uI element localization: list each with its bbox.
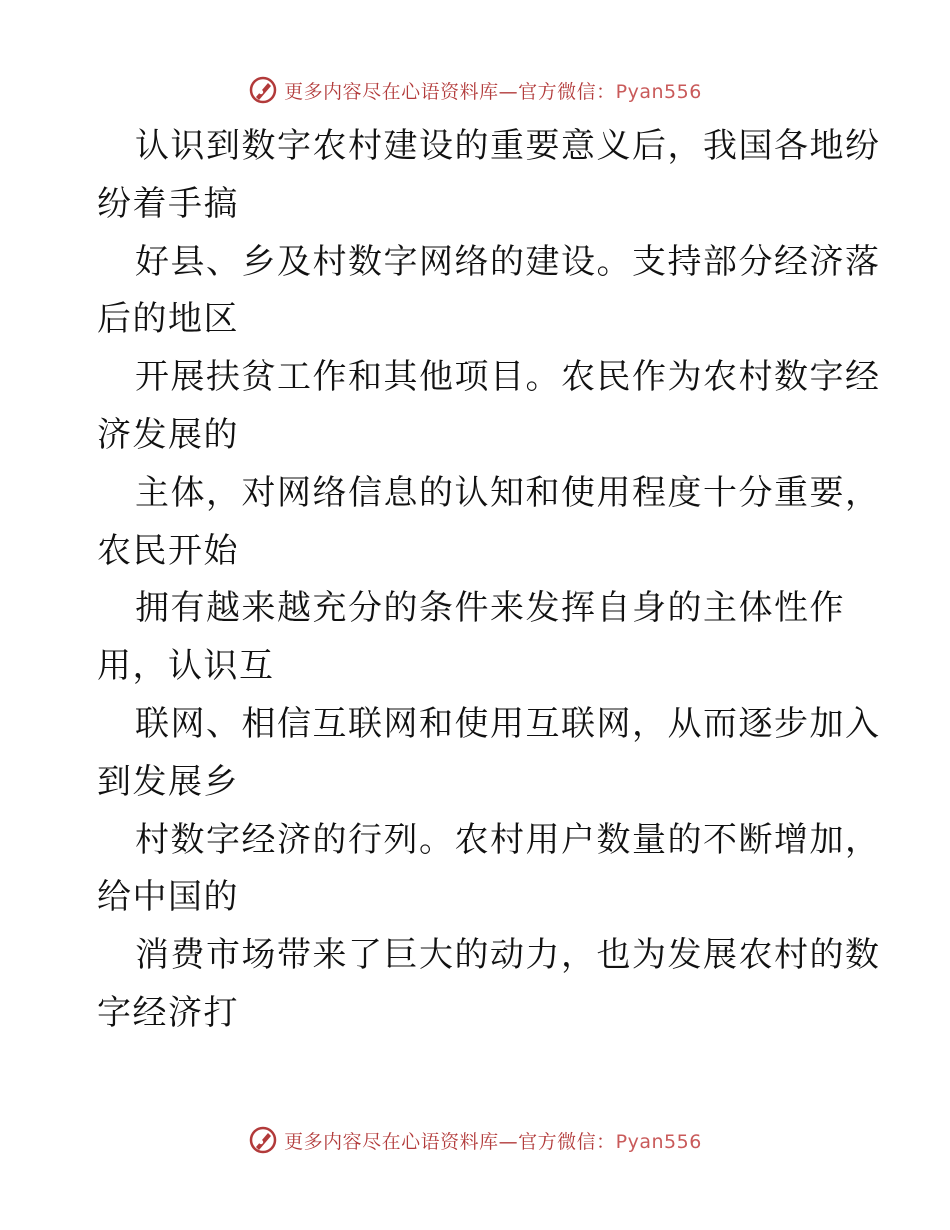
text-line: 济发展的 [97, 414, 239, 455]
text-line: 认识到数字农村建设的重要意义后，我国各地纷 [135, 126, 881, 166]
watermark-wechat-id: Pyan556 [615, 1130, 702, 1153]
pen-nib-logo-icon [248, 1125, 278, 1155]
text-line: 给中国的 [97, 877, 239, 918]
watermark-text [284, 77, 702, 104]
text-line: 纷着手搞 [97, 183, 239, 224]
text-line: 主体，对网络信息的认知和使用程度十分重要， [135, 472, 881, 513]
header-watermark [0, 70, 950, 110]
watermark-label: 更多内容尽在心语资料库—官方微信： [284, 80, 616, 103]
watermark-wechat-id: Pyan556 [615, 80, 702, 103]
text-line: 农民开始 [97, 530, 239, 571]
footer-watermark [0, 1120, 950, 1160]
text-line: 拥有越来越充分的条件来发挥自身的主体性作 [135, 588, 845, 629]
text-line: 好县、乡及村数字网络的建设。支持部分经济落 [135, 241, 881, 282]
text-line: 字经济打 [97, 992, 239, 1033]
text-line: 后的地区 [97, 299, 239, 340]
text-line: 消费市场带来了巨大的动力，也为发展农村的数 [135, 935, 881, 976]
text-line: 村数字经济的行列。农村用户数量的不断增加， [135, 819, 881, 860]
watermark-text [284, 1127, 702, 1154]
text-line: 开展扶贫工作和其他项目。农民作为农村数字经 [135, 357, 881, 398]
document-body [97, 118, 881, 1043]
text-line: 联网、相信互联网和使用互联网，从而逐步加入 [135, 703, 881, 744]
text-line: 到发展乡 [97, 761, 239, 802]
watermark-label: 更多内容尽在心语资料库—官方微信： [284, 1130, 616, 1153]
pen-nib-logo-icon [248, 75, 278, 105]
text-line: 用，认识互 [97, 646, 275, 687]
